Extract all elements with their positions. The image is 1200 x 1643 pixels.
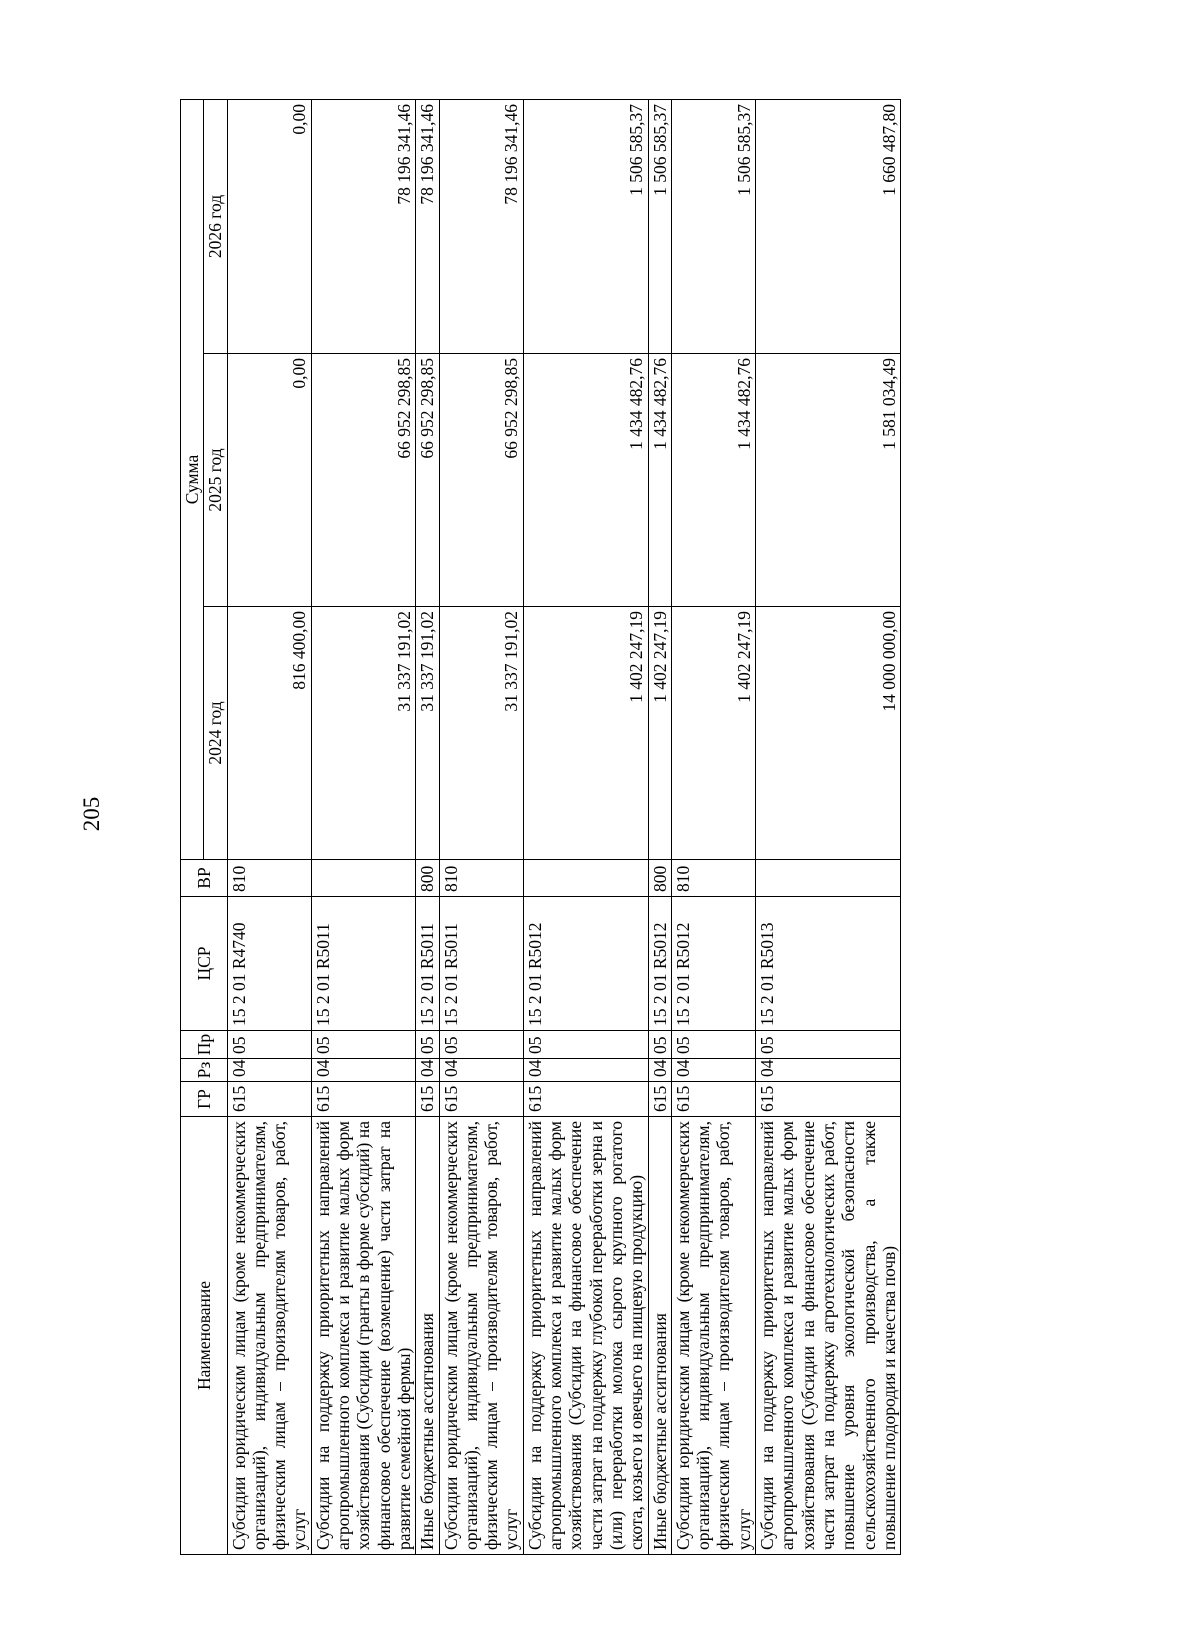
row-gr: 615	[227, 1082, 311, 1117]
row-csr: 15 2 01 R5012	[671, 897, 755, 1031]
table-row	[523, 99, 648, 1554]
row-2026: 1 506 585,37	[648, 99, 671, 353]
row-rz: 04	[648, 1059, 671, 1082]
row-2026: 0,00	[227, 99, 311, 353]
row-gr: 615	[648, 1082, 671, 1117]
row-2025: 1 434 482,76	[648, 354, 671, 607]
row-vr	[756, 860, 901, 897]
table-row	[671, 99, 755, 1554]
row-2026: 78 196 341,46	[416, 99, 439, 353]
row-gr: 615	[439, 1082, 523, 1117]
row-csr: 15 2 01 R5011	[439, 897, 523, 1031]
budget-table	[180, 99, 901, 1555]
row-gr: 615	[311, 1082, 415, 1117]
row-csr: 15 2 01 R5013	[756, 897, 901, 1031]
row-2024: 14 000 000,00	[756, 607, 901, 860]
row-2026: 78 196 341,46	[439, 99, 523, 353]
row-2025: 66 952 298,85	[311, 354, 415, 607]
header-pr: Пр	[181, 1031, 228, 1059]
row-pr: 05	[227, 1031, 311, 1059]
row-name: Субсидии юридическим лицам (кроме некоммерческих организаций), индивидуальным предпринимателям, физическим лицам – производителям товаров, работ, услуг	[439, 1117, 523, 1555]
row-rz: 04	[227, 1059, 311, 1082]
table-row	[227, 99, 311, 1554]
row-vr	[311, 860, 415, 897]
row-2025: 0,00	[227, 354, 311, 607]
row-2026: 78 196 341,46	[311, 99, 415, 353]
table-row	[439, 99, 523, 1554]
row-pr: 05	[311, 1031, 415, 1059]
row-pr: 05	[439, 1031, 523, 1059]
row-pr: 05	[416, 1031, 439, 1059]
row-csr: 15 2 01 R5011	[416, 897, 439, 1031]
header-csr: ЦСР	[181, 897, 228, 1031]
row-csr: 15 2 01 R5011	[311, 897, 415, 1031]
header-name: Наименование	[181, 1117, 228, 1555]
row-2025: 1 434 482,76	[523, 354, 648, 607]
row-name: Субсидии на поддержку приоритетных направлений агропромышленного комплекса и развитие малых форм хозяйствования (Субсидии на финансовое обеспечение части затрат на поддержку глубокой переработки зерна и (или) переработки молока сырого крупного рогатого скота, козьего и овечьего на пищевую продукцию)	[523, 1117, 648, 1555]
row-csr: 15 2 01 R4740	[227, 897, 311, 1031]
row-name: Иные бюджетные ассигнования	[648, 1117, 671, 1555]
row-vr: 800	[648, 860, 671, 897]
row-name: Субсидии юридическим лицам (кроме некоммерческих организаций), индивидуальным предпринимателям, физическим лицам – производителям товаров, работ, услуг	[671, 1117, 755, 1555]
row-gr: 615	[756, 1082, 901, 1117]
row-vr	[523, 860, 648, 897]
row-2026: 1 660 487,80	[756, 99, 901, 353]
table-row	[648, 99, 671, 1554]
header-rz: Рз	[181, 1059, 228, 1082]
row-2024: 1 402 247,19	[671, 607, 755, 860]
row-pr: 05	[648, 1031, 671, 1059]
header-gr: ГР	[181, 1082, 228, 1117]
row-2024: 31 337 191,02	[311, 607, 415, 860]
row-rz: 04	[439, 1059, 523, 1082]
row-rz: 04	[671, 1059, 755, 1082]
row-csr: 15 2 01 R5012	[648, 897, 671, 1031]
row-gr: 615	[416, 1082, 439, 1117]
row-2025: 1 434 482,76	[671, 354, 755, 607]
row-2025: 66 952 298,85	[439, 354, 523, 607]
row-name: Субсидии на поддержку приоритетных направлений агропромышленного комплекса и развитие малых форм хозяйствования (Субсидии на финансовое обеспечение части затрат на поддержку агротехнологических работ, повышение уровня экологической безопасности сельскохозяйственного производства, а также повышение плодородия и качества почв)	[756, 1117, 901, 1555]
row-pr: 05	[756, 1031, 901, 1059]
row-pr: 05	[671, 1031, 755, 1059]
row-2025: 66 952 298,85	[416, 354, 439, 607]
row-2025: 1 581 034,49	[756, 354, 901, 607]
row-gr: 615	[523, 1082, 648, 1117]
row-2024: 1 402 247,19	[523, 607, 648, 860]
page-number: 205	[79, 796, 104, 832]
header-2025: 2025 год	[204, 354, 227, 607]
table-row	[756, 99, 901, 1554]
row-name: Субсидии юридическим лицам (кроме некоммерческих организаций), индивидуальным предпринимателям, физическим лицам – производителям товаров, работ, услуг	[227, 1117, 311, 1555]
row-2026: 1 506 585,37	[523, 99, 648, 353]
row-2026: 1 506 585,37	[671, 99, 755, 353]
row-2024: 31 337 191,02	[416, 607, 439, 860]
header-2024: 2024 год	[204, 607, 227, 860]
row-name: Иные бюджетные ассигнования	[416, 1117, 439, 1555]
header-2026: 2026 год	[204, 99, 227, 353]
row-rz: 04	[523, 1059, 648, 1082]
row-gr: 615	[671, 1082, 755, 1117]
row-vr: 810	[439, 860, 523, 897]
row-vr: 800	[416, 860, 439, 897]
row-vr: 810	[227, 860, 311, 897]
row-vr: 810	[671, 860, 755, 897]
table-row	[311, 99, 415, 1554]
row-2024: 816 400,00	[227, 607, 311, 860]
rotated-table-wrapper	[180, 100, 1100, 1555]
row-rz: 04	[756, 1059, 901, 1082]
row-csr: 15 2 01 R5012	[523, 897, 648, 1031]
row-2024: 1 402 247,19	[648, 607, 671, 860]
header-vr: ВР	[181, 860, 228, 897]
row-rz: 04	[311, 1059, 415, 1082]
header-sum: Сумма	[181, 99, 204, 859]
table-row	[416, 99, 439, 1554]
row-2024: 31 337 191,02	[439, 607, 523, 860]
row-name: Субсидии на поддержку приоритетных направлений агропромышленного комплекса и развитие малых форм хозяйствования (Субсидии (гранты в форме субсидий) на финансовое обеспечение (возмещение) части затрат на развитие семейной фермы)	[311, 1117, 415, 1555]
row-pr: 05	[523, 1031, 648, 1059]
header-row-1	[181, 99, 204, 1554]
row-rz: 04	[416, 1059, 439, 1082]
